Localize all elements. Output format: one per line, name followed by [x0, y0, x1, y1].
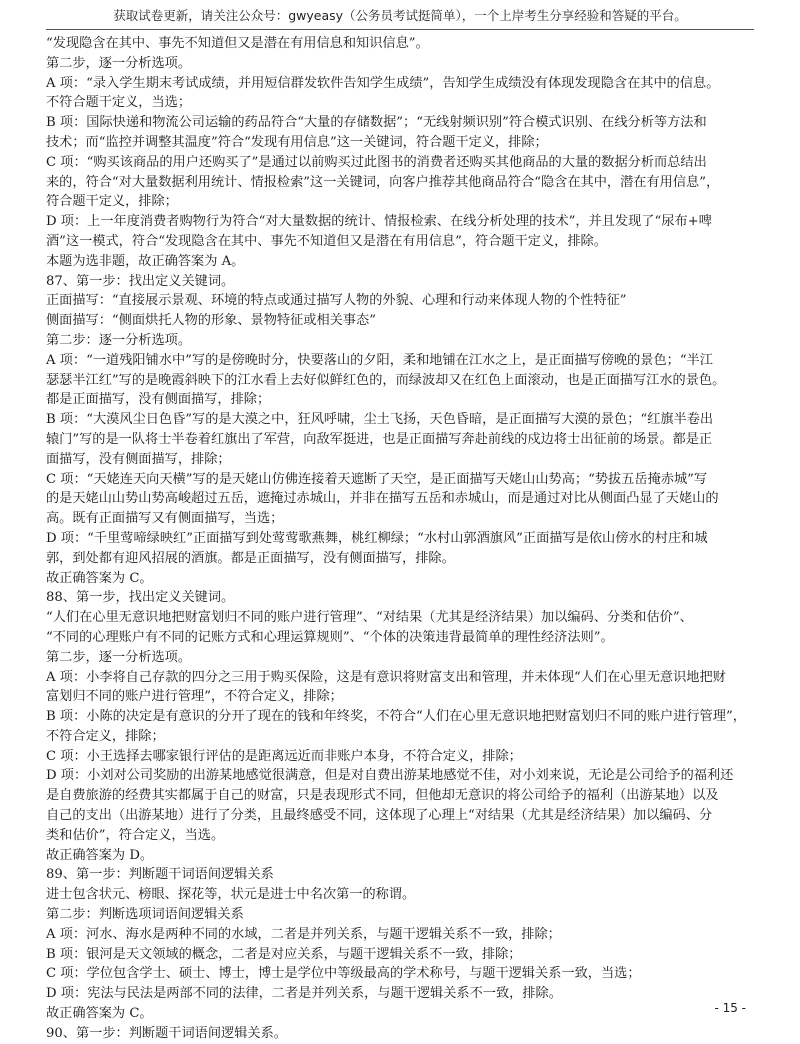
text-line: 87、第一步：找出定义关键词。 — [46, 273, 235, 289]
text-line: B 项：“大漠风尘日色昏”写的是大漠之中，狂风呼啸，尘土飞扬，天色昏暗，是正面描写大漠的景色；“红旗半卷出 — [46, 412, 714, 428]
text-line: 故正确答案为 C。 — [46, 570, 153, 586]
text-line: 故正确答案为 C。 — [46, 1006, 153, 1022]
text-line: 都是正面描写，没有侧面描写，排除； — [46, 392, 271, 408]
text-line: B 项：银河是天文领域的概念，二者是对应关系，与题干逻辑关系不一致，排除； — [46, 946, 522, 962]
text-line: 不符合题干定义，当选； — [46, 95, 192, 111]
text-line: 酒”这一模式，符合“发现隐含在其中、事先不知道但又是潜在有用信息”，符合题干定义，排除。 — [46, 233, 607, 249]
text-line: 90、第一步：判断题干词语间逻辑关系。 — [46, 1025, 287, 1041]
text-line: A 项：河水、海水是两种不同的水域，二者是并列关系，与题干逻辑关系不一致，排除； — [46, 926, 561, 942]
text-line: A 项：“一道残阳铺水中”写的是傍晚时分，快要落山的夕阳，柔和地铺在江水之上，是正面描写傍晚的景色；“半江 — [46, 352, 713, 368]
text-line: 88、第一步，找出定义关键词。 — [46, 590, 235, 606]
text-line: C 项：“购买该商品的用户还购买了”是通过以前购买过此图书的消费者还购买其他商品的大量的数据分析而总结出 — [46, 154, 707, 170]
text-line: 瑟瑟半江红”写的是晚霞斜映下的江水看上去好似鲜红色的，而绿波却又在红色上面滚动，也是正面描写江水的景色。 — [46, 372, 726, 388]
text-line: 自己的支出（出游某地）进行了分类，且最终感受不同，这体现了心理上“对结果（尤其是经济结果）加以编码、分 — [46, 808, 713, 824]
text-line: C 项：“天姥连天向天横”写的是天姥山仿佛连接着天遮断了天空，是正面描写天姥山山势高；“势拔五岳掩赤城”写 — [46, 471, 708, 487]
text-line: 高。既有正面描写又有侧面描写，当选； — [46, 511, 284, 527]
text-line: 是自费旅游的经费其实都属于自己的财富，只是表现形式不同，但他却无意识的将公司给予的福利（出游某地）以及 — [46, 788, 719, 804]
text-line: 的是天姥山山势山势高峻超过五岳，遮掩过赤城山，并非在描写五岳和赤城山，而是通过对比从侧面凸显了天姥山的 — [46, 491, 719, 507]
text-line: 面描写，没有侧面描写，排除； — [46, 451, 231, 467]
text-line: D 项：“千里莺啼绿映红”正面描写到处莺莺歌燕舞，桃红柳绿；“水村山郭酒旗风”正面描写是依山傍水的村庄和城 — [46, 530, 708, 546]
text-line: 技术；而“监控并调整其温度”符合“发现有用信息”这一关键词，符合题干定义，排除； — [46, 134, 548, 150]
text-line: 侧面描写：“侧面烘托人物的形象、景物特征或相关事态” — [46, 313, 376, 329]
page-number: - 15 - — [714, 1001, 746, 1015]
text-line: 富划归不同的账户进行管理”，不符合定义，排除； — [46, 689, 343, 705]
text-line: 郭，到处都有迎风招展的酒旗。都是正面描写，没有侧面描写，排除。 — [46, 550, 455, 566]
page-header: 获取试卷更新，请关注公众号：gwyeasy（公务员考试挺简单），一个上岸考生分享经验和答疑的平台。 — [113, 8, 687, 23]
document-body — [46, 34, 758, 1044]
text-line: 进士包含状元、榜眼、探花等，状元是进士中名次第一的称谓。 — [46, 887, 416, 903]
text-line: C 项：小王选择去哪家银行评估的是距离远近而非账户本身，不符合定义，排除； — [46, 748, 522, 764]
text-line: D 项：小刘对公司奖励的出游某地感觉很满意，但是对自费出游某地感觉不佳，对小刘来说，无论是公司给予的福利还 — [46, 768, 734, 784]
text-line: “不同的心理账户有不同的记账方式和心理运算规则”、“个体的决策违背最简单的理性经济法则”。 — [46, 629, 614, 645]
text-line: B 项：国际快递和物流公司运输的药品符合“大量的存储数据”；“无线射频识别”符合模式识别、在线分析等方法和 — [46, 115, 707, 131]
text-line: 辕门”写的是一队将士半卷着红旗出了军营，向敌军挺进，也是正面描写奔赴前线的戍边将士出征前的场景。都是正 — [46, 431, 713, 447]
header-divider — [46, 29, 754, 30]
text-line: 类和估价”，符合定义，当选。 — [46, 827, 225, 843]
text-line: 不符合定义，排除； — [46, 728, 165, 744]
text-line: C 项：学位包含学士、硕士、博士，博士是学位中等级最高的学术称号，与题干逻辑关系一致，当选； — [46, 966, 641, 982]
text-line: 第二步，逐一分析选项。 — [46, 649, 192, 665]
text-line: D 项：宪法与民法是两部不同的法律，二者是并列关系，与题干逻辑关系不一致，排除。 — [46, 986, 562, 1002]
text-line: B 项：小陈的决定是有意识的分开了现在的钱和年终奖，不符合“人们在心里无意识地把财富划归不同的账户进行管理”， — [46, 709, 746, 725]
text-line: 第二步，逐一分析选项。 — [46, 55, 192, 71]
text-line: 正面描写：“直接展示景观、环境的特点或通过描写人物的外貌、心理和行动来体现人物的个性特征” — [46, 293, 627, 309]
text-line: 本题为选非题，故正确答案为 A。 — [46, 253, 245, 269]
text-line: 故正确答案为 D。 — [46, 847, 154, 863]
text-line: 第二步：逐一分析选项。 — [46, 332, 192, 348]
text-line: “发现隐含在其中、事先不知道但又是潜在有用信息和知识信息”。 — [46, 36, 429, 51]
text-line: A 项：“录入学生期末考试成绩，并用短信群发软件告知学生成绩”，告知学生成绩没有体现发现隐含在其中的信息。 — [46, 75, 720, 91]
text-line: 来的，符合“对大量数据利用统计、情报检索”这一关键词，向客户推荐其他商品符合“隐含在其中，潜在有用信息”， — [46, 174, 720, 190]
text-line: “人们在心里无意识地把财富划归不同的账户进行管理”、“对结果（尤其是经济结果）加以编码、分类和估价”、 — [46, 610, 693, 626]
text-line: 符合题干定义，排除； — [46, 194, 178, 210]
text-line: 第二步：判断选项词语间逻辑关系 — [46, 907, 244, 923]
text-line: A 项：小李将自己存款的四分之三用于购买保险，这是有意识将财富支出和管理，并未体现“人们在心里无意识地把财 — [46, 669, 726, 685]
text-line: 89、第一步：判断题干词语间逻辑关系 — [46, 867, 274, 883]
text-line: D 项：上一年度消费者购物行为符合“对大量数据的统计、情报检索、在线分析处理的技术”，并且发现了“尿布+啤 — [46, 214, 712, 230]
